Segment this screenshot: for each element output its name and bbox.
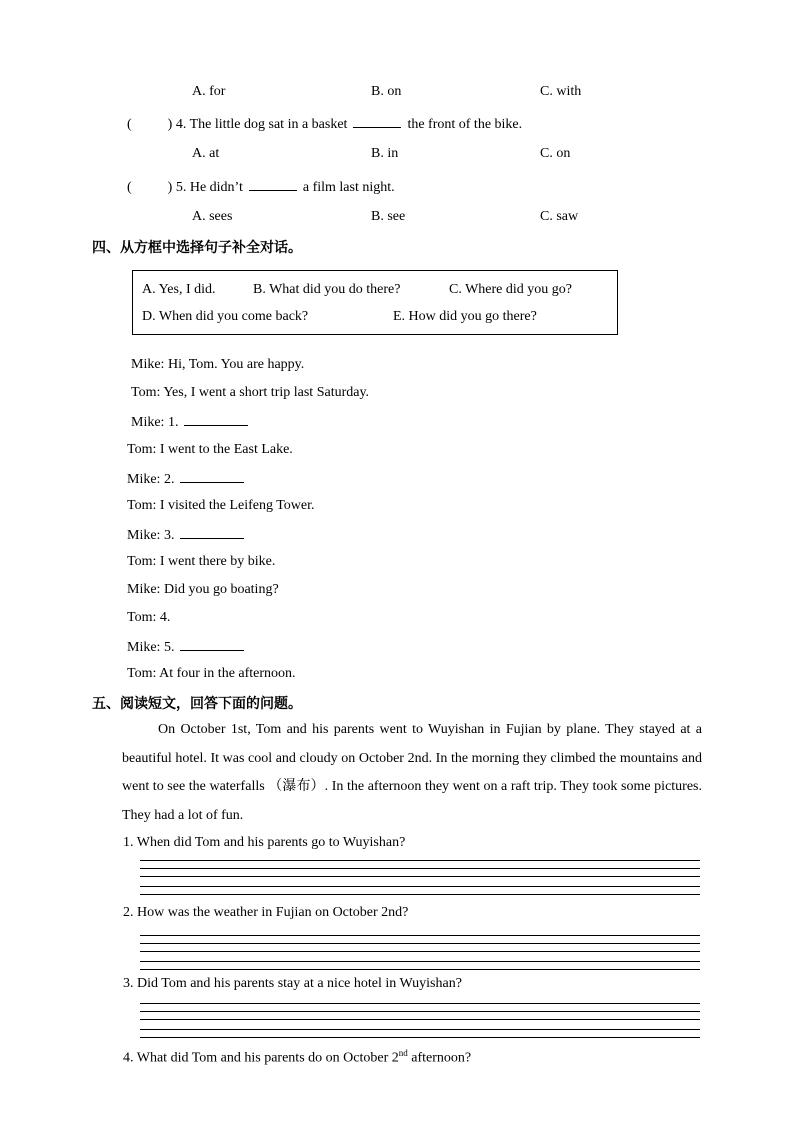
q5-option-b: B. see: [371, 209, 406, 224]
line-text: 2.: [163, 472, 175, 487]
fill-blank[interactable]: [353, 115, 401, 128]
line-text: 4.: [159, 610, 171, 625]
answer-line[interactable]: [140, 1029, 700, 1030]
answer-line[interactable]: [140, 1011, 700, 1012]
box-option-b: B. What did you do there?: [253, 282, 401, 297]
line-text: I visited the Leifeng Tower.: [159, 498, 315, 513]
answer-line[interactable]: [140, 860, 700, 861]
box-option-e: E. How did you go there?: [393, 309, 537, 324]
speaker: Mike:: [127, 472, 161, 487]
speaker: Mike:: [131, 357, 165, 372]
section-5-title: 五、阅读短文，回答下面的问题。: [92, 696, 302, 712]
line-text: Did you go boating?: [163, 582, 279, 597]
dialogue-line: [131, 357, 304, 373]
speaker: Tom:: [127, 666, 157, 681]
speaker: Mike:: [127, 582, 161, 597]
q4-option-a: A. at: [192, 146, 220, 161]
line-text: 3.: [163, 528, 175, 543]
q5-option-a: A. sees: [192, 209, 233, 224]
fill-blank[interactable]: [180, 470, 244, 483]
q5-option-c: C. saw: [540, 209, 579, 224]
answer-line[interactable]: [140, 868, 700, 869]
dialogue-line: [127, 442, 293, 458]
answer-line[interactable]: [140, 886, 700, 887]
answer-line[interactable]: [140, 961, 700, 962]
line-text: I went there by bike.: [159, 554, 276, 569]
box-option-c: C. Where did you go?: [449, 282, 572, 297]
fill-blank[interactable]: [249, 178, 297, 191]
speaker: Tom:: [127, 554, 157, 569]
q3-option-a: A. for: [192, 84, 226, 99]
dialogue-line: [127, 582, 279, 598]
option-box: [132, 270, 618, 335]
dialogue-line: [127, 526, 244, 544]
question-text-before: The little dog sat in a basket: [189, 117, 348, 132]
box-option-a: A. Yes, I did.: [142, 282, 216, 297]
q4-option-b: B. in: [371, 146, 399, 161]
dialogue-line: [127, 610, 170, 626]
fill-blank[interactable]: [180, 638, 244, 651]
question-text-before: He didn’t: [189, 180, 243, 195]
dialogue-line: [127, 470, 244, 488]
q3-option-b: B. on: [371, 84, 402, 99]
answer-line[interactable]: [140, 894, 700, 895]
line-text: I went to the East Lake.: [159, 442, 293, 457]
answer-line[interactable]: [140, 1037, 700, 1038]
fill-blank[interactable]: [184, 413, 248, 426]
question-3: 3. Did Tom and his parents stay at a nice hotel in Wuyishan?: [123, 976, 462, 991]
question-text-after: a film last night.: [302, 180, 395, 195]
question-4: [127, 115, 522, 133]
line-text: 5.: [163, 640, 175, 655]
line-text: 1.: [167, 415, 179, 430]
answer-line[interactable]: [140, 876, 700, 877]
question-number: 5.: [175, 180, 187, 195]
answer-line[interactable]: [140, 951, 700, 952]
dialogue-line: [131, 413, 248, 431]
speaker: Tom:: [127, 498, 157, 513]
answer-line[interactable]: [140, 943, 700, 944]
question-4-reading: 4. What did Tom and his parents do on October 2nd afternoon?: [123, 1048, 472, 1066]
dialogue-line: [127, 638, 244, 656]
box-option-d: D. When did you come back?: [142, 309, 309, 324]
question-1: 1. When did Tom and his parents go to Wuyishan?: [123, 835, 406, 850]
reading-passage: On October 1st, Tom and his parents went to Wuyishan in Fujian by plane. They stayed at a beautiful hotel. It was cool and cloudy on October 2nd. In the morning they climbed the mountains and went to see the waterfalls （瀑布）. In the afternoon they went on a raft trip. They took some pictures. They had a lot of fun.: [122, 722, 702, 823]
line-text: Yes, I went a short trip last Saturday.: [163, 385, 370, 400]
line-text: Hi, Tom. You are happy.: [167, 357, 305, 372]
answer-paren-close: ): [167, 180, 173, 195]
question-2: 2. How was the weather in Fujian on October 2nd?: [123, 905, 409, 920]
answer-line[interactable]: [140, 935, 700, 936]
question-5: [127, 178, 395, 196]
dialogue-line: [131, 385, 369, 401]
speaker: Mike:: [127, 528, 161, 543]
answer-paren-open: (: [127, 117, 132, 132]
dialogue-line: [127, 666, 296, 682]
question-text-after: the front of the bike.: [407, 117, 523, 132]
superscript-nd: nd: [398, 1048, 408, 1058]
speaker: Tom:: [127, 610, 157, 625]
speaker: Tom:: [131, 385, 161, 400]
dialogue-line: [127, 498, 315, 514]
speaker: Mike:: [131, 415, 165, 430]
answer-line[interactable]: [140, 1019, 700, 1020]
line-text: At four in the afternoon.: [159, 666, 296, 681]
q3-option-c: C. with: [540, 84, 582, 99]
speaker: Tom:: [127, 442, 157, 457]
fill-blank[interactable]: [180, 526, 244, 539]
answer-line[interactable]: [140, 1003, 700, 1004]
question-number: 4.: [175, 117, 187, 132]
section-4-title: 四、从方框中选择句子补全对话。: [92, 240, 302, 256]
q4-option-c: C. on: [540, 146, 571, 161]
answer-paren-close: ): [167, 117, 173, 132]
answer-paren-open: (: [127, 180, 132, 195]
answer-line[interactable]: [140, 969, 700, 970]
dialogue-line: [127, 554, 275, 570]
speaker: Mike:: [127, 640, 161, 655]
